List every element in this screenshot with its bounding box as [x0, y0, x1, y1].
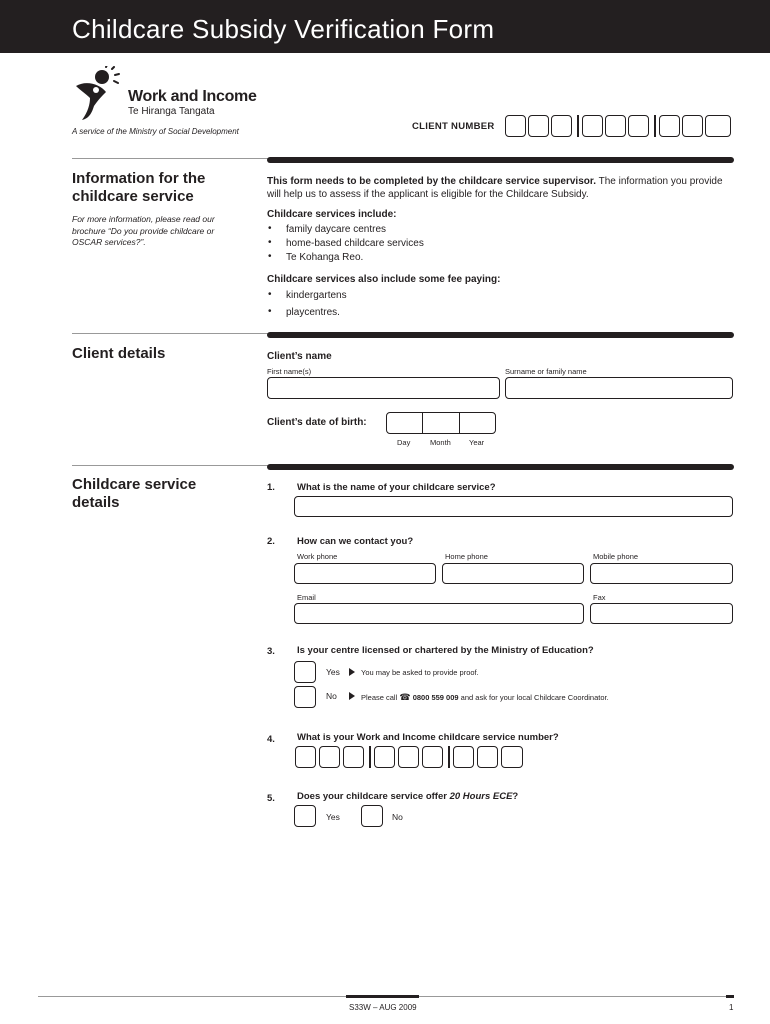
fee-heading: Childcare services also include some fee paying:: [267, 274, 501, 285]
service-number-digit[interactable]: [343, 746, 364, 768]
mobile-phone-input[interactable]: [590, 563, 733, 584]
client-number-digit[interactable]: [628, 115, 649, 137]
hours-ece-no-label: No: [392, 812, 403, 822]
form-code: S33W – AUG 2009: [349, 1003, 417, 1012]
bullet-icon: •: [268, 306, 272, 317]
dob-day-label: Day: [397, 438, 411, 447]
service-number-digit[interactable]: [453, 746, 474, 768]
mobile-phone-label: Mobile phone: [593, 552, 639, 561]
client-number-digit[interactable]: [551, 115, 572, 137]
section-divider: [72, 333, 268, 334]
fax-input[interactable]: [590, 603, 733, 624]
licensed-no-note: [361, 692, 609, 703]
client-number-label: CLIENT NUMBER: [412, 121, 495, 132]
dob-divider: [422, 413, 423, 433]
client-section-title: Client details: [72, 345, 166, 362]
licensed-yes-label: Yes: [326, 667, 340, 677]
digit-separator: [369, 746, 371, 768]
dob-month-label: Month: [430, 438, 451, 447]
email-label: Email: [297, 593, 316, 602]
first-name-input[interactable]: [267, 377, 500, 399]
arrow-right-icon: [349, 692, 355, 700]
client-number-digit[interactable]: [505, 115, 526, 137]
section-divider: [267, 157, 734, 163]
q4-number: 4.: [267, 734, 275, 745]
phone-icon: ☎: [399, 692, 411, 702]
dob-input[interactable]: [386, 412, 496, 434]
page-title: Childcare Subsidy Verification Form: [72, 14, 495, 44]
call-suffix: and ask for your local Childcare Coordinator.: [460, 693, 609, 702]
q3-number: 3.: [267, 646, 275, 657]
bullet-icon: •: [268, 237, 272, 248]
q1-text: What is the name of your childcare service?: [297, 482, 496, 493]
q2-text: How can we contact you?: [297, 536, 414, 547]
q2-number: 2.: [267, 536, 275, 547]
surname-input[interactable]: [505, 377, 733, 399]
digit-separator: [654, 115, 656, 137]
service-number-digit[interactable]: [319, 746, 340, 768]
digit-separator: [577, 115, 579, 137]
service-number-digit[interactable]: [477, 746, 498, 768]
q5-text-pre: Does your childcare service offer: [297, 791, 450, 802]
hours-ece-no-checkbox[interactable]: [361, 805, 383, 827]
title-bar: [0, 0, 770, 53]
client-number-digit[interactable]: [659, 115, 680, 137]
bullet-icon: •: [268, 251, 272, 262]
dob-year-label: Year: [469, 438, 485, 447]
client-number-digit[interactable]: [682, 115, 703, 137]
footer-rule-mark: [346, 995, 419, 998]
hours-ece-yes-label: Yes: [326, 812, 340, 822]
info-intro: [267, 175, 727, 201]
hours-ece-yes-checkbox[interactable]: [294, 805, 316, 827]
service-number-digit[interactable]: [295, 746, 316, 768]
list-item: home-based childcare services: [286, 238, 424, 249]
client-number-digit[interactable]: [705, 115, 731, 137]
email-input[interactable]: [294, 603, 584, 624]
info-sidenote: For more information, please read our brochure “Do you provide childcare or OSCAR services?”.: [72, 214, 215, 247]
q5-text: [297, 791, 518, 802]
logo-tagline: A service of the Ministry of Social Development: [72, 127, 239, 136]
q5-text-em: 20 Hours ECE: [449, 791, 513, 802]
list-item: Te Kohanga Reo.: [286, 252, 364, 263]
client-name-label: Client’s name: [267, 351, 332, 362]
work-phone-label: Work phone: [297, 552, 338, 561]
home-phone-input[interactable]: [442, 563, 584, 584]
list-item: playcentres.: [286, 307, 340, 318]
info-intro-bold: This form needs to be completed by the childcare service supervisor.: [267, 176, 596, 187]
digit-separator: [448, 746, 450, 768]
footer-rule-mark: [726, 995, 734, 998]
list-item: kindergartens: [286, 290, 347, 301]
client-number-digit[interactable]: [582, 115, 603, 137]
service-number-digit[interactable]: [374, 746, 395, 768]
work-and-income-logo-icon: [72, 66, 128, 122]
first-name-label: First name(s): [267, 367, 312, 376]
service-number-digit[interactable]: [422, 746, 443, 768]
client-number-digit[interactable]: [528, 115, 549, 137]
coordinator-phone: 0800 559 009: [412, 693, 459, 702]
info-section-title: Information for the childcare service: [72, 170, 206, 205]
service-number-digit[interactable]: [398, 746, 419, 768]
include-heading: Childcare services include:: [267, 209, 397, 220]
licensed-yes-note: You may be asked to provide proof.: [361, 668, 479, 677]
bullet-icon: •: [268, 223, 272, 234]
info-intro-rest: The information you provide will help us to assess if the applicant is eligible for the Childcare Subsidy.: [267, 176, 723, 200]
bullet-icon: •: [268, 289, 272, 300]
dob-label: Client’s date of birth:: [267, 417, 367, 428]
section-divider: [267, 332, 734, 338]
page-number: 1: [729, 1003, 734, 1012]
arrow-right-icon: [349, 668, 355, 676]
list-item: family daycare centres: [286, 224, 387, 235]
service-name-input[interactable]: [294, 496, 733, 517]
licensed-no-checkbox[interactable]: [294, 686, 316, 708]
work-phone-input[interactable]: [294, 563, 436, 584]
logo-name: Work and Income: [128, 88, 257, 105]
q1-number: 1.: [267, 482, 275, 493]
section-divider: [72, 158, 268, 159]
service-section-title: Childcare service details: [72, 476, 197, 511]
home-phone-label: Home phone: [445, 552, 488, 561]
logo-subtitle: Te Hiranga Tangata: [128, 106, 215, 117]
q5-number: 5.: [267, 793, 275, 804]
call-prefix: Please call: [361, 693, 398, 702]
service-number-digit[interactable]: [501, 746, 523, 768]
q3-text: Is your centre licensed or chartered by the Ministry of Education?: [297, 645, 594, 656]
fax-label: Fax: [593, 593, 606, 602]
licensed-yes-checkbox[interactable]: [294, 661, 316, 683]
licensed-no-label: No: [326, 691, 337, 701]
surname-label: Surname or family name: [505, 367, 587, 376]
section-divider: [72, 465, 268, 466]
dob-divider: [459, 413, 460, 433]
q4-text: What is your Work and Income childcare service number?: [297, 732, 559, 743]
section-divider: [267, 464, 734, 470]
client-number-digit[interactable]: [605, 115, 626, 137]
q5-text-post: ?: [512, 791, 519, 802]
